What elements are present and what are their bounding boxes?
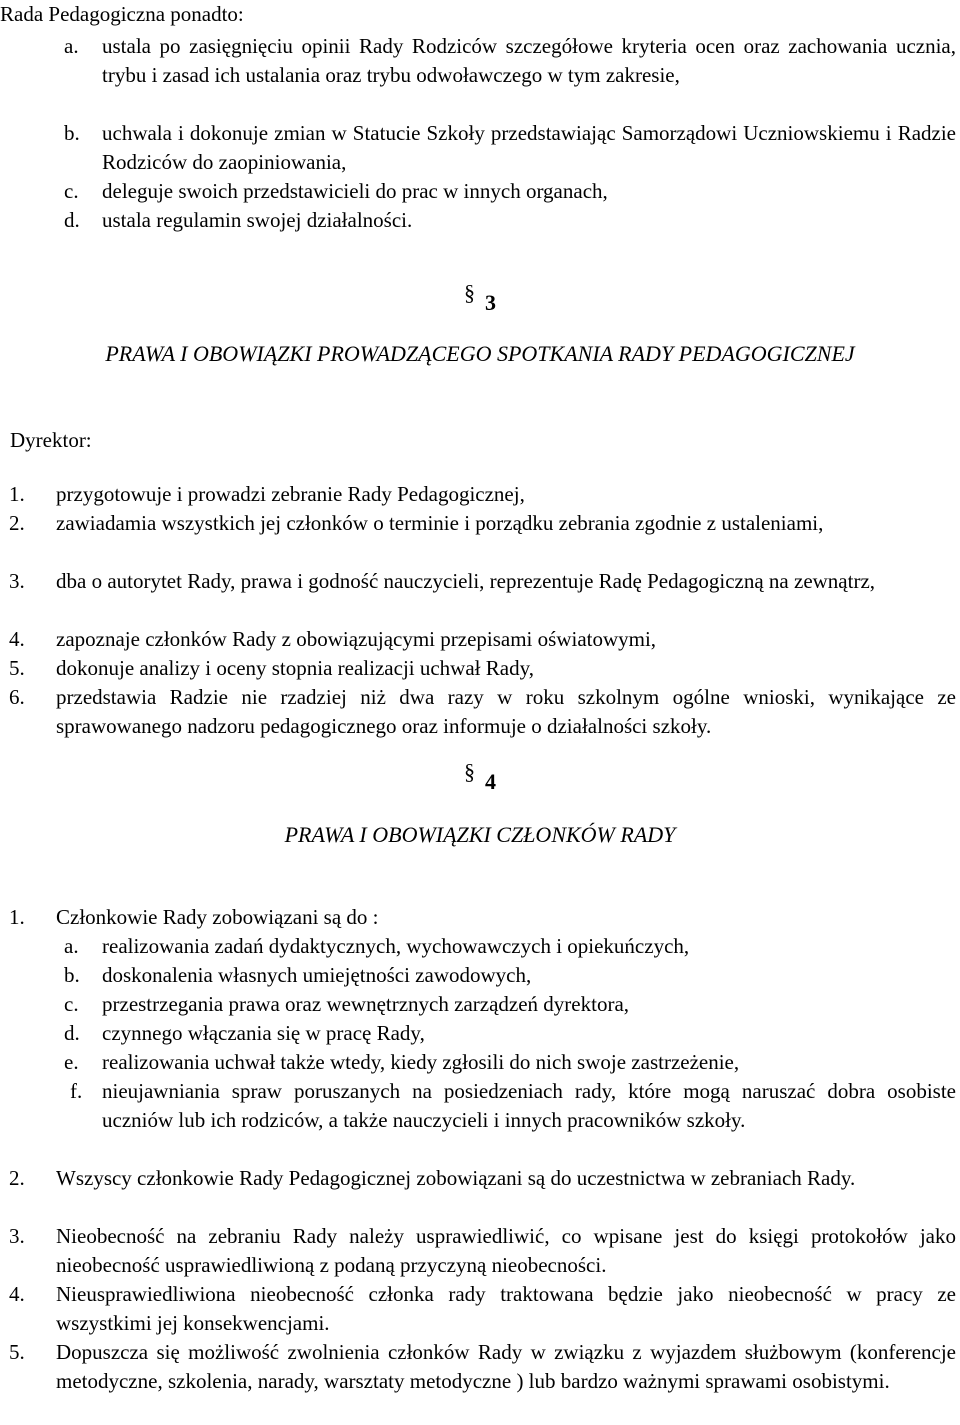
section-4-header bbox=[0, 759, 960, 796]
member-duties-list bbox=[9, 903, 956, 1425]
section-symbol: § bbox=[464, 759, 475, 784]
list-item bbox=[64, 1019, 956, 1048]
list-item-text: deleguje swoich przedstawicieli do prac w innych organach, bbox=[102, 179, 608, 203]
director-duties-list bbox=[9, 480, 956, 770]
list-marker: 5. bbox=[9, 1340, 25, 1364]
list-item-text: Członkowie Rady zobowiązani są do : bbox=[56, 905, 379, 929]
list-marker: 2. bbox=[9, 511, 25, 535]
list-item-text: ustala regulamin swojej działalności. bbox=[102, 208, 413, 232]
list-item-text: doskonalenia własnych umiejętności zawodowych, bbox=[102, 963, 532, 987]
list-item-text: uchwala i dokonuje zmian w Statucie Szkoły przedstawiając Samorządowi Uczniowskiemu i Radzie Rodziców do zaopiniowania, bbox=[102, 121, 956, 174]
list-marker: 1. bbox=[9, 482, 25, 506]
list-marker: d. bbox=[64, 208, 80, 232]
list-item bbox=[64, 177, 956, 206]
list-item-text: realizowania uchwał także wtedy, kiedy zgłosili do nich swoje zastrzeżenie, bbox=[102, 1050, 740, 1074]
section-number: 4 bbox=[485, 769, 496, 794]
list-item bbox=[64, 932, 956, 961]
list-marker: b. bbox=[64, 121, 80, 145]
list-item bbox=[9, 1338, 956, 1425]
list-item bbox=[9, 567, 956, 625]
list-marker: 6. bbox=[9, 685, 25, 709]
list-item-text: dokonuje analizy i oceny stopnia realizacji uchwał Rady, bbox=[56, 656, 534, 680]
list-item bbox=[9, 509, 956, 567]
list-item-text: Nieobecność na zebraniu Rady należy usprawiedliwić, co wpisane jest do księgi protokołów jako nieobecność usprawiedliwioną z podaną przyczyną nieobecności. bbox=[56, 1224, 956, 1277]
list-item bbox=[64, 32, 956, 119]
list-item bbox=[9, 1164, 956, 1222]
list-item bbox=[9, 1222, 956, 1280]
list-item bbox=[64, 990, 956, 1019]
list-item bbox=[9, 903, 956, 932]
list-item bbox=[64, 1048, 956, 1077]
list-item bbox=[9, 654, 956, 683]
list-marker: 4. bbox=[9, 627, 25, 651]
list-item-text: nieujawniania spraw poruszanych na posiedzeniach rady, które mogą naruszać dobra osobiste uczniów lub ich rodziców, a także nauczycieli i innych pracowników szkoły. bbox=[102, 1079, 956, 1132]
list-item-text: Wszyscy członkowie Rady Pedagogicznej zobowiązani są do uczestnictwa w zebraniach Rady. bbox=[56, 1166, 856, 1190]
list-marker: c. bbox=[64, 992, 79, 1016]
list-marker: 3. bbox=[9, 569, 25, 593]
list-item-text: zapoznaje członków Rady z obowiązującymi przepisami oświatowymi, bbox=[56, 627, 657, 651]
list-item-text: przygotowuje i prowadzi zebranie Rady Pedagogicznej, bbox=[56, 482, 525, 506]
list-marker: 4. bbox=[9, 1282, 25, 1306]
list-item bbox=[64, 119, 956, 177]
list-item-text: czynnego włączania się w pracę Rady, bbox=[102, 1021, 425, 1045]
section-number: 3 bbox=[485, 290, 496, 315]
list-marker: b. bbox=[64, 963, 80, 987]
list-marker: f. bbox=[70, 1079, 83, 1103]
list-item bbox=[9, 683, 956, 770]
list-marker: d. bbox=[64, 1021, 80, 1045]
list-item bbox=[64, 206, 956, 235]
intro-text: Rada Pedagogiczna ponadto: bbox=[0, 2, 244, 26]
section-symbol: § bbox=[464, 280, 475, 305]
list-item-text: realizowania zadań dydaktycznych, wychowawczych i opiekuńczych, bbox=[102, 934, 690, 958]
section-3-header bbox=[0, 280, 960, 317]
council-list bbox=[64, 32, 956, 235]
list-marker: e. bbox=[64, 1050, 79, 1074]
list-item-text: przedstawia Radzie nie rzadziej niż dwa razy w roku szkolnym ogólne wnioski, wynikające ze sprawowanego nadzoru pedagogicznego oraz informuje o działalności szkoły. bbox=[56, 685, 956, 738]
section-3-lead: Dyrektor: bbox=[10, 428, 92, 452]
list-item-text: zawiadamia wszystkich jej członków o terminie i porządku zebrania zgodnie z ustaleniami, bbox=[56, 511, 824, 535]
list-item bbox=[64, 1077, 956, 1164]
list-marker: 2. bbox=[9, 1166, 25, 1190]
section-4-title: PRAWA I OBOWIĄZKI CZŁONKÓW RADY bbox=[284, 822, 676, 847]
list-item-text: Nieusprawiedliwiona nieobecność członka rady traktowana będzie jako nieobecność w pracy ze wszystkimi jej konsekwencjami. bbox=[56, 1282, 956, 1335]
list-item-text: przestrzegania prawa oraz wewnętrznych zarządzeń dyrektora, bbox=[102, 992, 630, 1016]
list-item-text: Dopuszcza się możliwość zwolnienia członków Rady w związku z wyjazdem służbowym (konferencje metodyczne, szkolenia, narady, warsztaty metodyczne ) lub bardzo ważnymi sprawami osobistymi. bbox=[56, 1340, 956, 1393]
list-item bbox=[9, 1280, 956, 1338]
list-marker: a. bbox=[64, 34, 79, 58]
member-obligations-sublist bbox=[64, 932, 956, 1164]
list-marker: 1. bbox=[9, 905, 25, 929]
section-3-title: PRAWA I OBOWIĄZKI PROWADZĄCEGO SPOTKANIA RADY PEDAGOGICZNEJ bbox=[105, 341, 855, 366]
list-marker: 3. bbox=[9, 1224, 25, 1248]
list-marker: a. bbox=[64, 934, 79, 958]
list-item bbox=[64, 961, 956, 990]
list-marker: c. bbox=[64, 179, 79, 203]
list-item bbox=[9, 625, 956, 654]
list-item bbox=[9, 480, 956, 509]
list-marker: 5. bbox=[9, 656, 25, 680]
list-item-text: dba o autorytet Rady, prawa i godność nauczycieli, reprezentuje Radę Pedagogiczną na zewnątrz, bbox=[56, 569, 876, 593]
list-item-text: ustala po zasięgnięciu opinii Rady Rodziców szczegółowe kryteria ocen oraz zachowania ucznia, trybu i zasad ich ustalania oraz trybu odwoławczego w tym zakresie, bbox=[102, 34, 956, 87]
